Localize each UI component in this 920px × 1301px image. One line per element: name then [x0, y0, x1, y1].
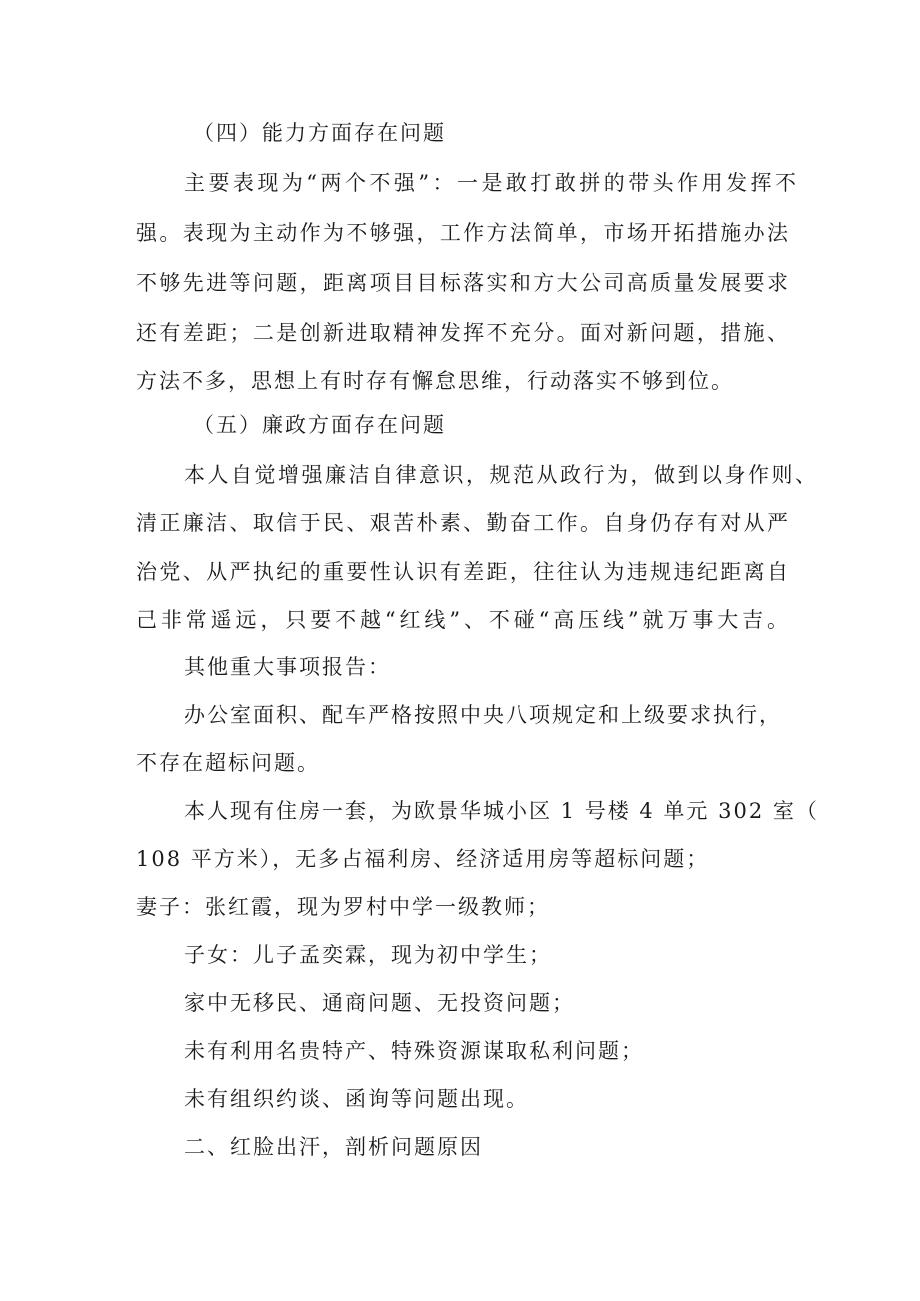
paragraph-line: 治党、从严执纪的重要性认识有差距，往往认为违规违纪距离自	[136, 560, 788, 584]
paragraph-line: 108 平方米），无多占福利房、经济适用房等超标问题；	[136, 847, 710, 871]
paragraph-line: 主要表现为“两个不强”：一是敢打敢拼的带头作用发挥不	[184, 171, 796, 195]
paragraph-line: 本人现有住房一套，为欧景华城小区 1 号楼 4 单元 302 室（	[184, 799, 819, 823]
paragraph-line: 本人自觉增强廉洁自律意识，规范从政行为，做到以身作则、	[184, 463, 816, 487]
paragraph-line: 妻子：张红霞，现为罗村中学一级教师；	[136, 895, 550, 919]
section-heading-integrity: （五）廉政方面存在问题	[193, 413, 446, 437]
paragraph-line: 清正廉洁、取信于民、艰苦朴素、勤奋工作。自身仍存有对从严	[136, 511, 788, 535]
paragraph-line: 办公室面积、配车严格按照中央八项规定和上级要求执行，	[184, 703, 782, 727]
section-heading-cause-analysis: 二、红脸出汗，剖析问题原因	[184, 1135, 483, 1159]
paragraph-line: 己非常遥远，只要不越“红线”、不碰“高压线”就万事大吉。	[136, 608, 788, 632]
paragraph-line: 不存在超标问题。	[136, 751, 320, 775]
paragraph-line: 子女：儿子孟奕霖，现为初中学生；	[184, 943, 552, 967]
paragraph-line: 方法不多，思想上有时存有懈怠思维，行动落实不够到位。	[136, 369, 734, 393]
paragraph-line: 不够先进等问题，距离项目目标落实和方大公司高质量发展要求	[136, 271, 788, 295]
paragraph-line: 未有组织约谈、函询等问题出现。	[184, 1087, 529, 1111]
paragraph-line: 强。表现为主动作为不够强，工作方法简单，市场开拓措施办法	[136, 221, 788, 245]
report-heading: 其他重大事项报告：	[184, 655, 391, 679]
paragraph-line: 家中无移民、通商问题、无投资问题；	[184, 991, 575, 1015]
paragraph-line: 未有利用名贵特产、特殊资源谋取私利问题；	[184, 1039, 644, 1063]
section-heading-ability: （四）能力方面存在问题	[193, 121, 446, 145]
paragraph-line: 还有差距；二是创新进取精神发挥不充分。面对新问题，措施、	[136, 321, 788, 345]
